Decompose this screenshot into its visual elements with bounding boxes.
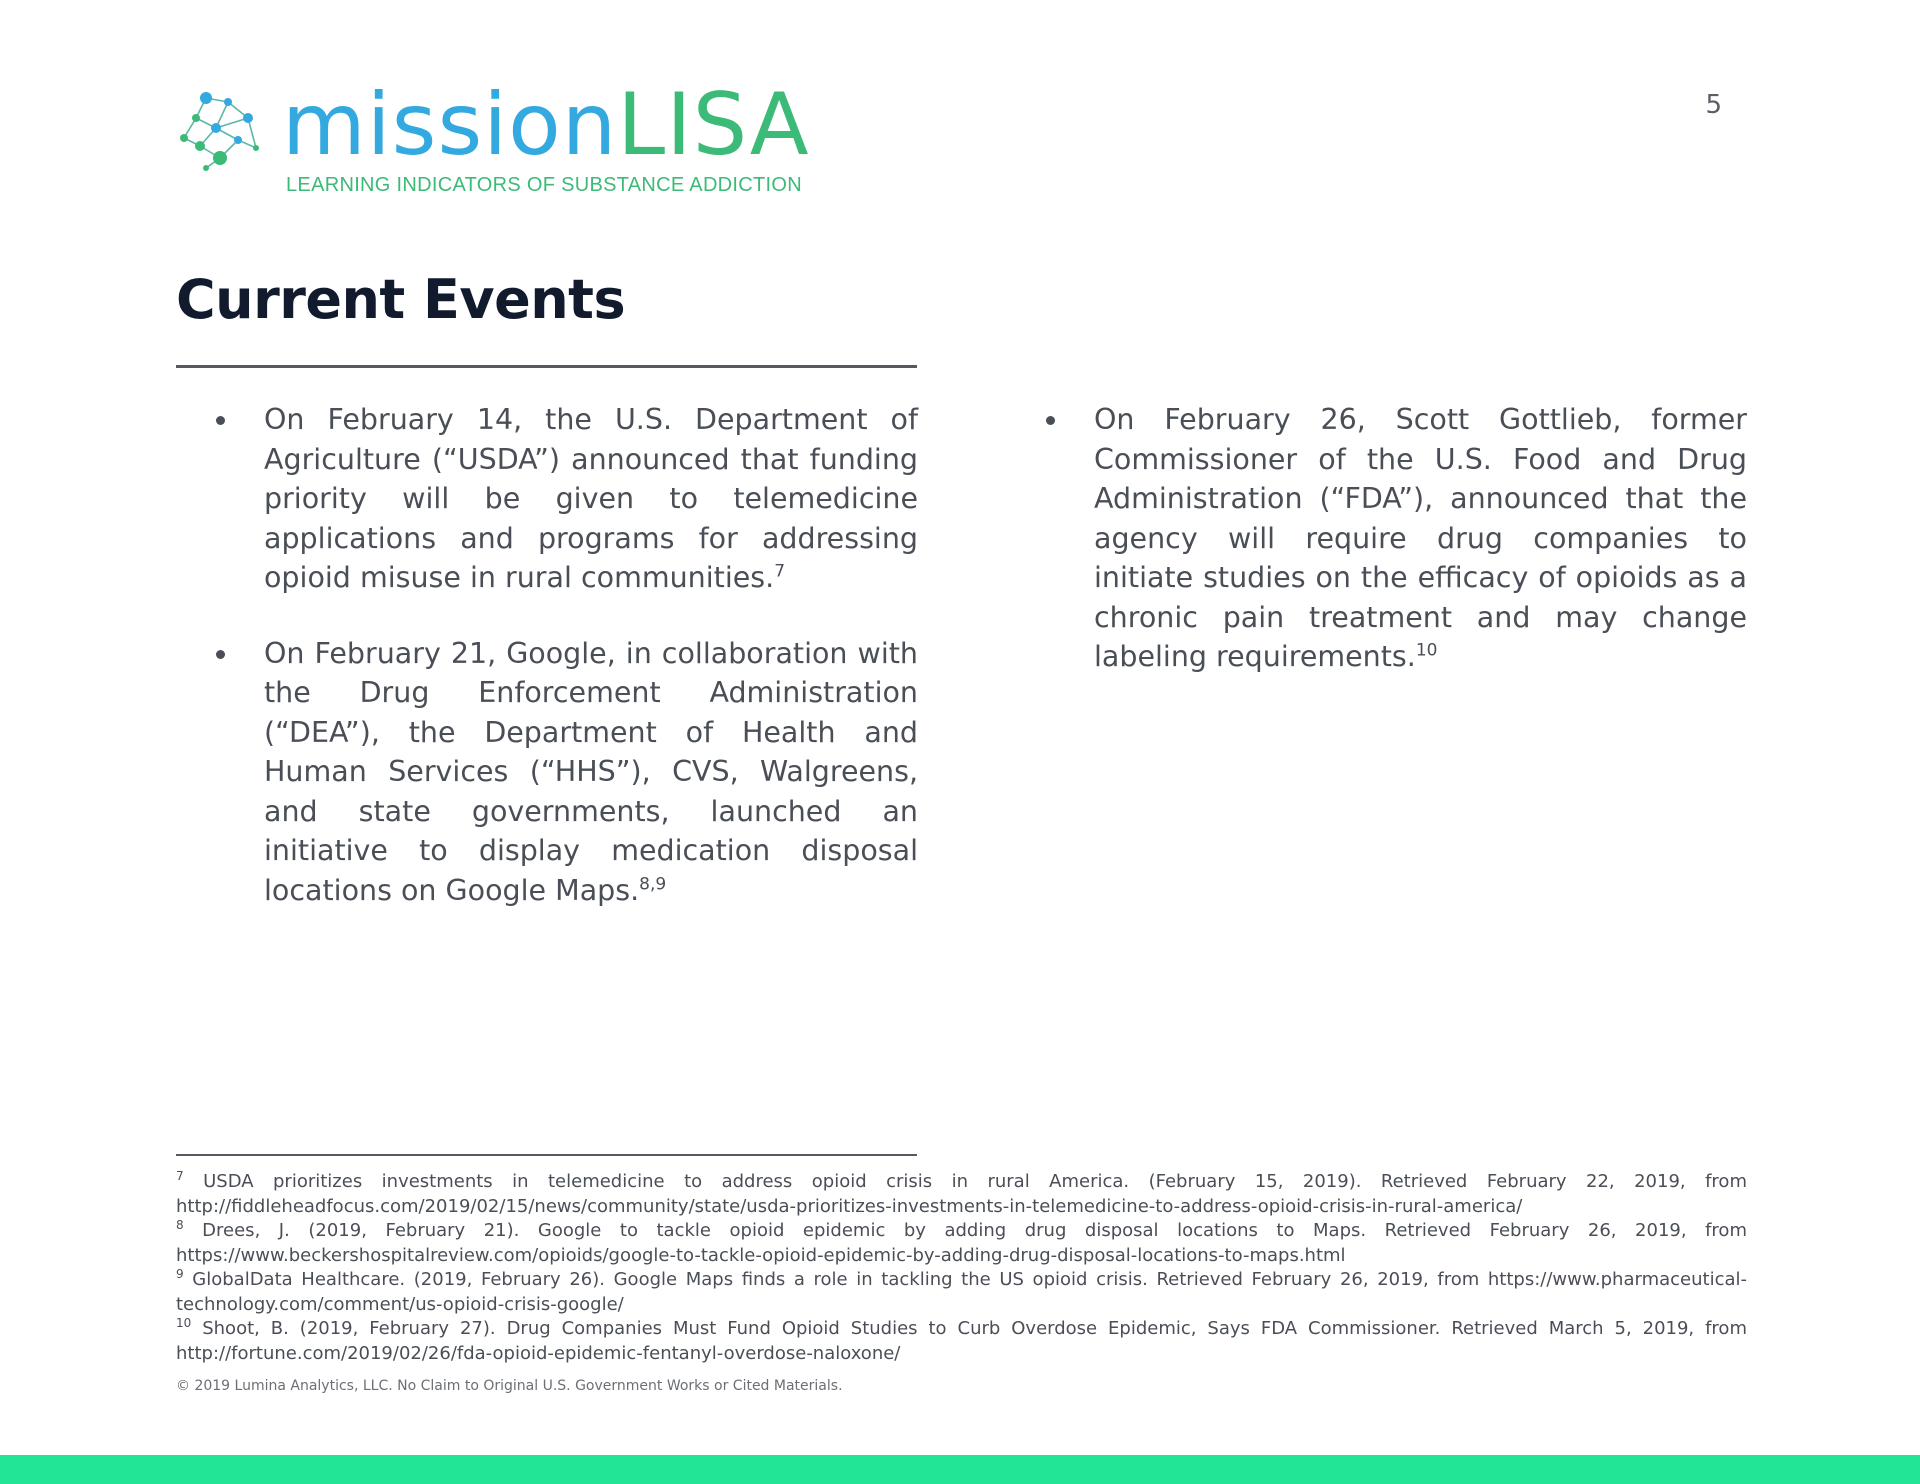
footnotes (176, 1170, 1747, 1366)
footnote-number: 10 (176, 1316, 192, 1330)
brand-mission: mission (282, 75, 618, 175)
footnote-number: 7 (176, 1169, 184, 1183)
list-item (1042, 400, 1747, 677)
footnote-ref: 7 (774, 561, 786, 582)
footnote-divider (176, 1154, 917, 1156)
footnote-ref: 8,9 (639, 874, 667, 894)
brand-tagline: LEARNING INDICATORS OF SUBSTANCE ADDICTION (286, 174, 802, 196)
bullet-text: On February 21, Google, in collaboration with the Drug Enforcement Administration (“DEA”), the Department of Health and Human Services (“HHS”), CVS, Walgreens, and state governments, launched an initiative to display medication disposal locations on Google Maps. (264, 636, 918, 907)
footnote-number: 9 (176, 1267, 184, 1281)
bullet-icon (1046, 416, 1055, 425)
bullet-icon (216, 416, 225, 425)
list-item (212, 400, 918, 598)
copyright-notice: © 2019 Lumina Analytics, LLC. No Claim to Original U.S. Government Works or Cited Materials. (176, 1378, 843, 1394)
footnote-10 (176, 1317, 1747, 1366)
page-title: Current Events (176, 268, 626, 331)
bullet-text: On February 14, the U.S. Department of Agriculture (“USDA”) announced that funding priority will be given to telemedicine applications and programs for addressing opioid misuse in rural communities. (264, 403, 918, 594)
right-column (1042, 400, 1747, 713)
footnote-7 (176, 1170, 1747, 1219)
footnote-text: Drees, J. (2019, February 21). Google to tackle opioid epidemic by adding drug disposal locations to Maps. Retrieved February 26, 2019, from https://www.beckershospitalreview.com/opioids/google-to-tackle-opioid-epidemic-by-adding-drug-disposal-locations-to-maps.html (176, 1220, 1747, 1266)
bottom-accent-bar (0, 1455, 1920, 1484)
footnote-9 (176, 1268, 1747, 1317)
left-column (212, 400, 918, 946)
molecule-network-icon (176, 88, 262, 174)
brand-lisa: LISA (617, 75, 810, 175)
footnote-text: Shoot, B. (2019, February 27). Drug Companies Must Fund Opioid Studies to Curb Overdose Epidemic, Says FDA Commissioner. Retrieved March 5, 2019, from http://fortune.com/2019/02/26/fda-opioid-epidemic-fentanyl-overdose-naloxone/ (176, 1318, 1747, 1364)
footnote-ref: 10 (1415, 640, 1438, 661)
footnote-number: 8 (176, 1218, 184, 1232)
title-divider (176, 365, 917, 368)
bullet-icon (216, 650, 225, 659)
footnote-text: GlobalData Healthcare. (2019, February 26). Google Maps finds a role in tackling the US opioid crisis. Retrieved February 26, 2019, from https://www.pharmaceutical-technology.com/comment/us-opioid-crisis-google/ (176, 1269, 1747, 1315)
footnote-text: USDA prioritizes investments in telemedicine to address opioid crisis in rural America. (February 15, 2019). Retrieved February 22, 2019, from http://fiddleheadfocus.com/2019/02/15/news/community/state/usda-prioritizes-investments-in-telemedicine-to-address-opioid-crisis-in-rural-america/ (176, 1171, 1747, 1217)
list-item (212, 634, 918, 911)
bullet-text: On February 26, Scott Gottlieb, former Commissioner of the U.S. Food and Drug Administration (“FDA”), announced that the agency will require drug companies to initiate studies on the efficacy of opioids as a chronic pain treatment and may change labeling requirements. (1094, 403, 1747, 673)
page-number: 5 (1705, 90, 1722, 120)
brand-logo-text (282, 75, 810, 175)
left-bullet-list (212, 400, 918, 910)
footnote-8 (176, 1219, 1747, 1268)
right-bullet-list (1042, 400, 1747, 677)
